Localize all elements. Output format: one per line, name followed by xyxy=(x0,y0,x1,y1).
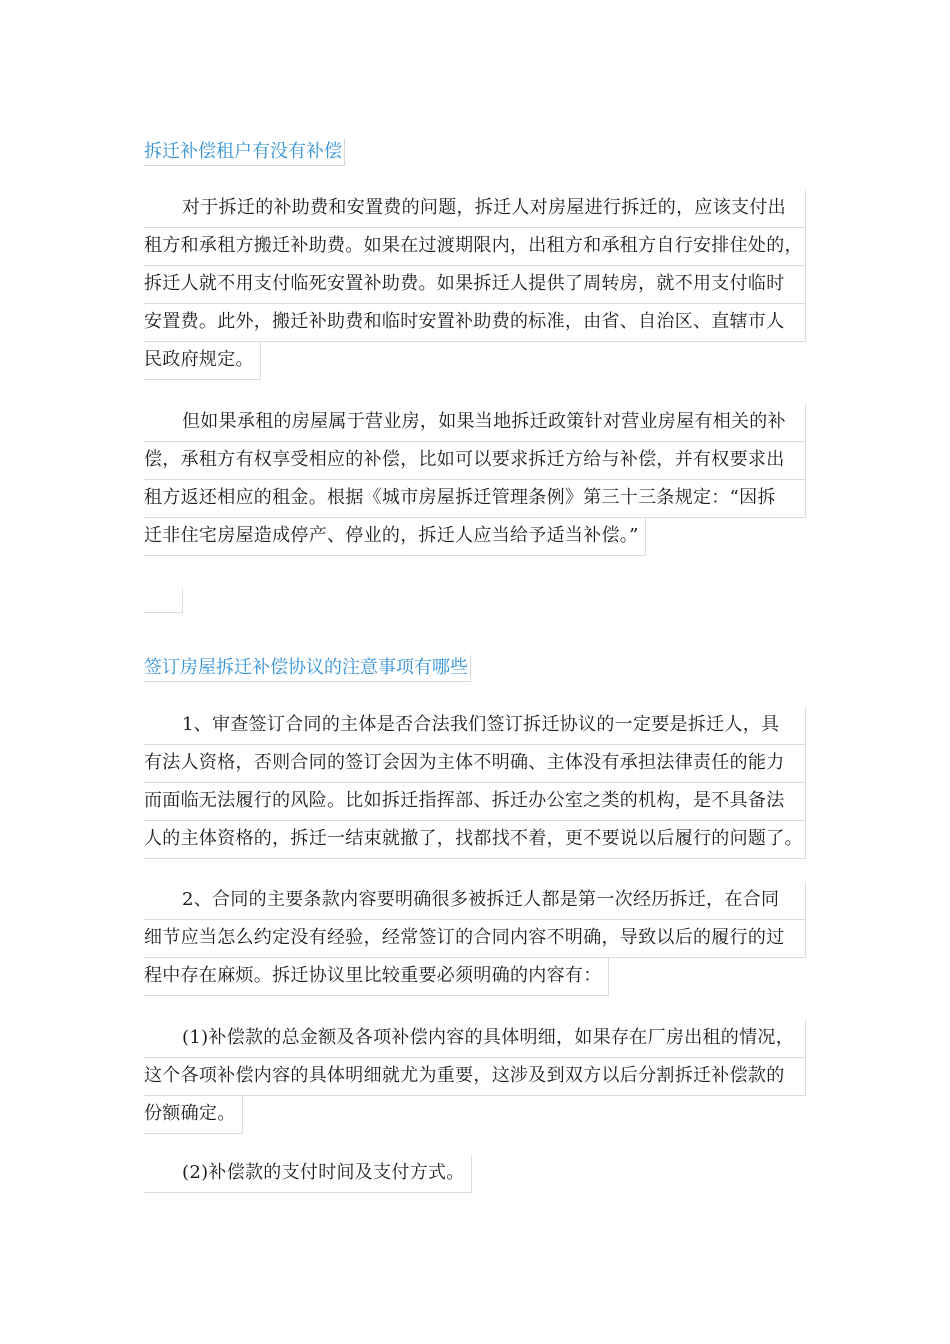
text-line: (2)补偿款的支付时间及支付方式。 xyxy=(144,1155,472,1193)
text-line: 但如果承租的房屋属于营业房，如果当地拆迁政策针对营业房屋有相关的补 xyxy=(144,404,806,442)
text-line: 租方和承租方搬迁补助费。如果在过渡期限内，出租方和承租方自行安排住处的， xyxy=(144,228,806,266)
text-line: 而面临无法履行的风险。比如拆迁指挥部、拆迁办公室之类的机构，是不具备法 xyxy=(144,783,806,821)
text-line: 租方返还相应的租金。根据《城市房屋拆迁管理条例》第三十三条规定：“因拆 xyxy=(144,480,806,518)
text-line: 程中存在麻烦。拆迁协议里比较重要必须明确的内容有： xyxy=(144,958,609,996)
section-heading-agreement-notes: 签订房屋拆迁补偿协议的注意事项有哪些 xyxy=(144,655,471,682)
text-line: 偿，承租方有权享受相应的补偿，比如可以要求拆迁方给与补偿，并有权要求出 xyxy=(144,442,806,480)
section-heading-tenant-compensation: 拆迁补偿租户有没有补偿 xyxy=(144,139,345,166)
text-line: (1)补偿款的总金额及各项补偿内容的具体明细，如果存在厂房出租的情况， xyxy=(144,1020,806,1058)
paragraph-item-1 xyxy=(144,1020,806,1134)
paragraph-point-1 xyxy=(144,707,806,859)
text-line: 迁非住宅房屋造成停产、停业的，拆迁人应当给予适当补偿。” xyxy=(144,518,646,556)
text-line: 有法人资格，否则合同的签订会因为主体不明确、主体没有承担法律责任的能力 xyxy=(144,745,806,783)
text-line: 安置费。此外，搬迁补助费和临时安置补助费的标准，由省、自治区、直辖市人 xyxy=(144,304,806,342)
text-line: 对于拆迁的补助费和安置费的问题，拆迁人对房屋进行拆迁的，应该支付出 xyxy=(144,190,806,228)
text-line: 2、合同的主要条款内容要明确很多被拆迁人都是第一次经历拆迁，在合同 xyxy=(144,882,806,920)
paragraph-relocation-fees xyxy=(144,190,806,380)
empty-line xyxy=(144,588,183,613)
text-line: 民政府规定。 xyxy=(144,342,261,380)
text-line: 这个各项补偿内容的具体明细就尤为重要，这涉及到双方以后分割拆迁补偿款的 xyxy=(144,1058,806,1096)
text-line: 人的主体资格的，拆迁一结束就撤了，找都找不着，更不要说以后履行的问题了。 xyxy=(144,821,806,859)
paragraph-point-2 xyxy=(144,882,806,996)
text-line: 拆迁人就不用支付临死安置补助费。如果拆迁人提供了周转房，就不用支付临时 xyxy=(144,266,806,304)
text-line: 份额确定。 xyxy=(144,1096,243,1134)
text-line: 细节应当怎么约定没有经验，经常签订的合同内容不明确，导致以后的履行的过 xyxy=(144,920,806,958)
paragraph-item-2 xyxy=(144,1155,806,1193)
paragraph-business-premises xyxy=(144,404,806,556)
text-line: 1、审查签订合同的主体是否合法我们签订拆迁协议的一定要是拆迁人，具 xyxy=(144,707,806,745)
